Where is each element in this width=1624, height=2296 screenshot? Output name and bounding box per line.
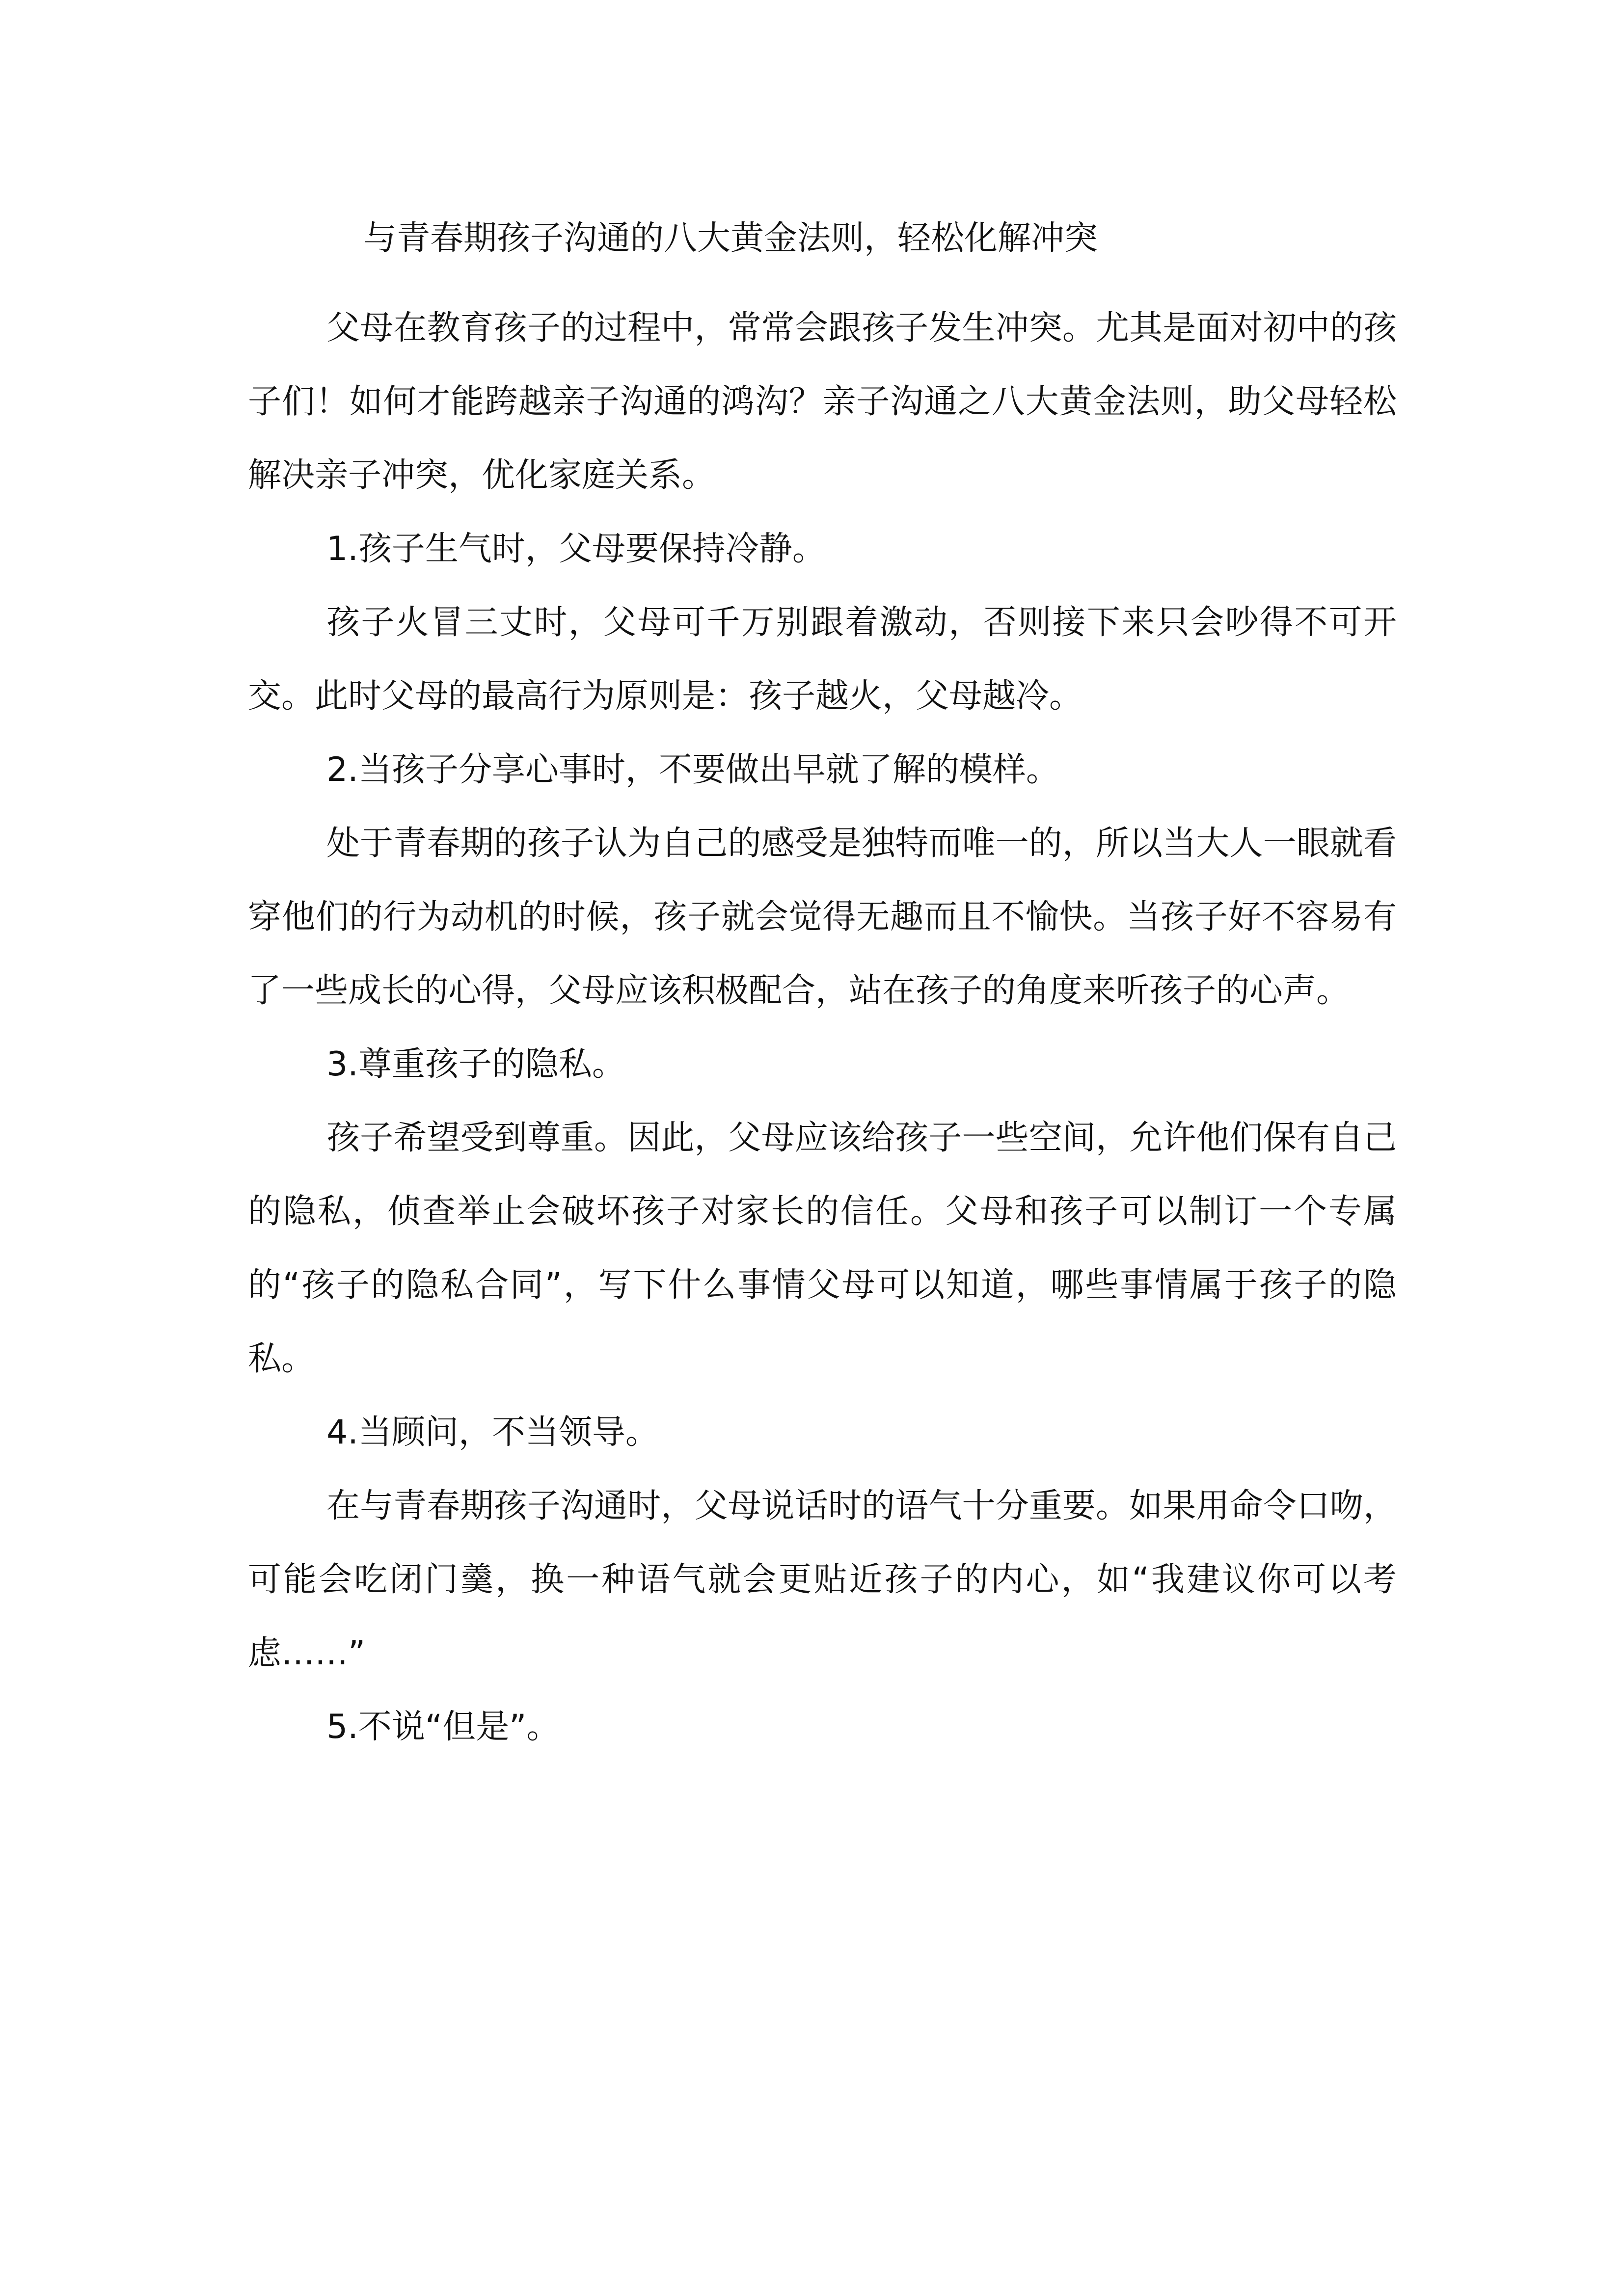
rule-4-paragraph: 在与青春期孩子沟通时，父母说话时的语气十分重要。如果用命令口吻，可能会吃闭门羹，换一种语气就会更贴近孩子的内心，如“我建议你可以考虑……” (248, 1487, 1397, 1673)
rule-3-heading: 3.尊重孩子的隐私。 (326, 1045, 625, 1084)
rule-2-heading: 2.当孩子分享心事时，不要做出早就了解的模样。 (326, 750, 1059, 789)
rule-2-paragraph: 处于青春期的孩子认为自己的感受是独特而唯一的，所以当大人一眼就看穿他们的行为动机的时候，孩子就会觉得无趣而且不愉快。当孩子好不容易有了一些成长的心得，父母应该积极配合，站在孩子的角度来听孩子的心声。 (248, 824, 1397, 1010)
rule-1-paragraph: 孩子火冒三丈时，父母可千万别跟着激动，否则接下来只会吵得不可开交。此时父母的最高行为原则是：孩子越火，父母越冷。 (248, 603, 1397, 716)
document-title: 与青春期孩子沟通的八大黄金法则，轻松化解冲突 (363, 219, 1098, 258)
rule-1-heading: 1.孩子生气时，父母要保持冷静。 (326, 530, 826, 568)
rule-3-paragraph: 孩子希望受到尊重。因此，父母应该给孩子一些空间，允许他们保有自己的隐私，侦查举止会破坏孩子对家长的信任。父母和孩子可以制订一个专属的“孩子的隐私合同”，写下什么事情父母可以知道，哪些事情属于孩子的隐私。 (248, 1119, 1397, 1378)
rule-5-heading: 5.不说“但是”。 (326, 1708, 560, 1746)
intro-paragraph: 父母在教育孩子的过程中，常常会跟孩子发生冲突。尤其是面对初中的孩子们！如何才能跨越亲子沟通的鸿沟？亲子沟通之八大黄金法则，助父母轻松解决亲子冲突，优化家庭关系。 (248, 309, 1397, 495)
document-body (248, 292, 1397, 1764)
rule-4-heading: 4.当顾问，不当领导。 (326, 1413, 659, 1452)
